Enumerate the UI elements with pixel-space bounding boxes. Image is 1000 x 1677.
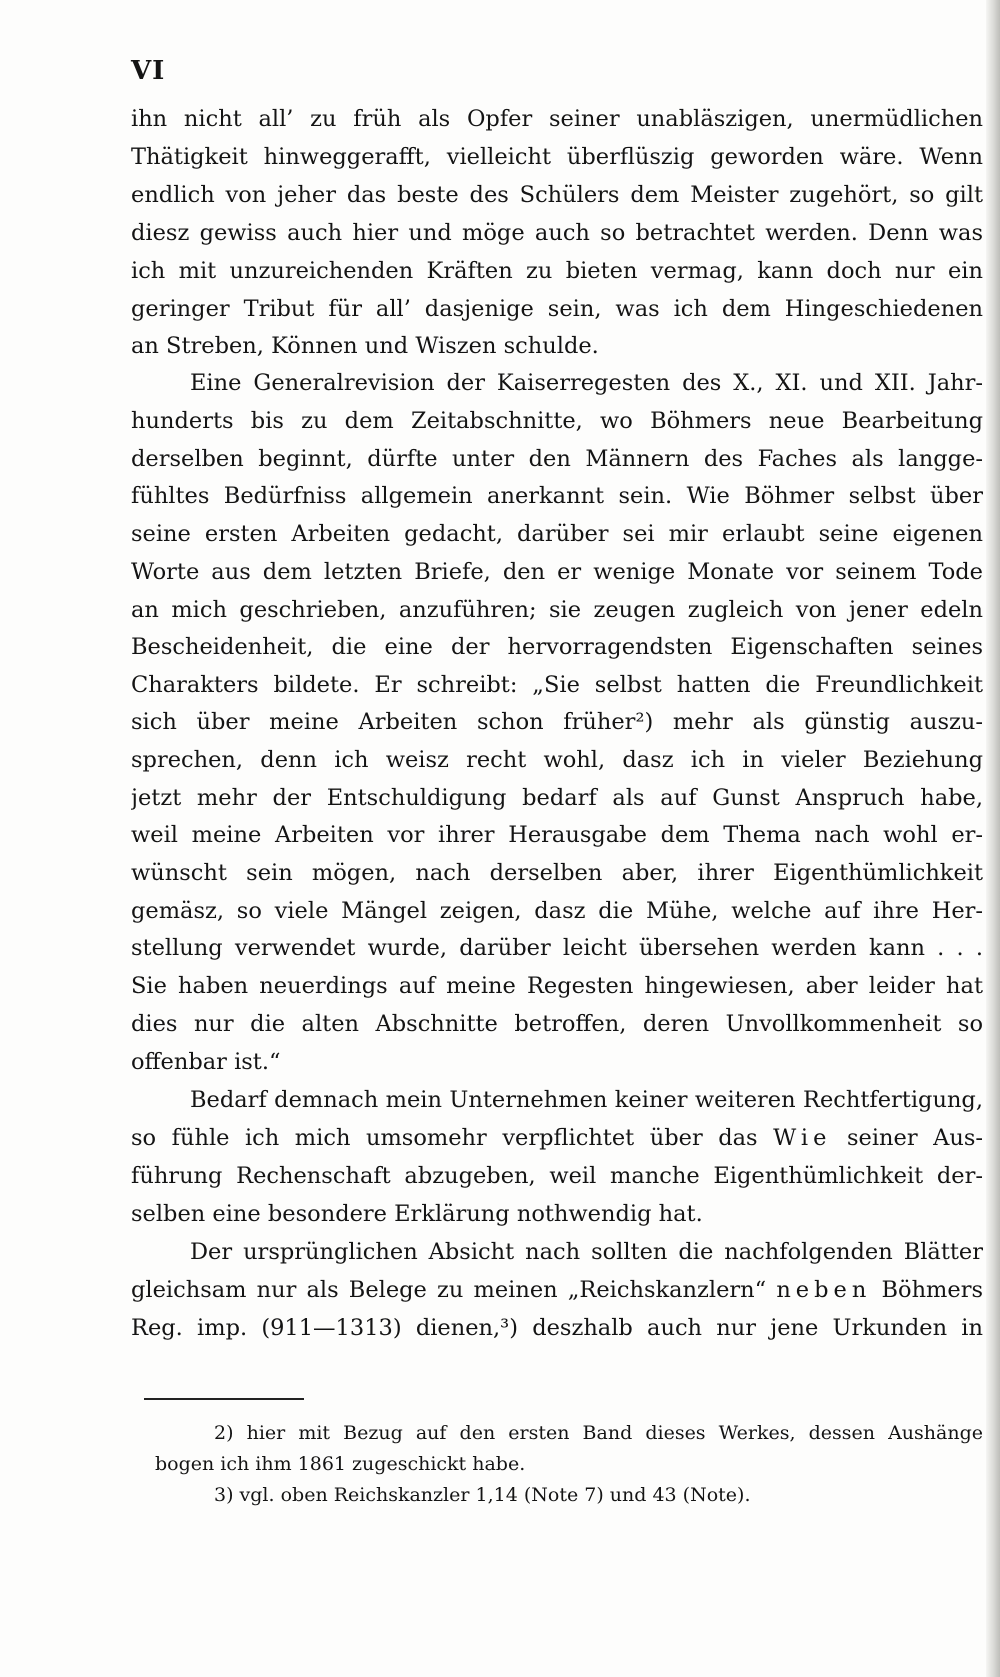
page-number: VI xyxy=(131,56,166,86)
text-line: Charakters bildete. Er schreibt: „Sie selbst hatten die Freundlichkeit xyxy=(131,672,983,698)
text-line: weil meine Arbeiten vor ihrer Herausgabe dem Thema nach wohl er- xyxy=(131,822,983,848)
text-line xyxy=(131,1271,983,1309)
text-line: jetzt mehr der Entschuldigung bedarf als auf Gunst Anspruch habe, xyxy=(131,785,983,811)
text-line: Bescheidenheit, die eine der hervorragendsten Eigenschaften seines xyxy=(131,634,983,660)
footnote-separator xyxy=(144,1398,304,1400)
text-line: hunderts bis zu dem Zeitabschnitte, wo Böhmers neue Bearbeitung xyxy=(131,408,983,434)
text-line: Thätigkeit hinweggerafft, vielleicht überflüszig geworden wäre. Wenn xyxy=(131,144,983,170)
text-line: offenbar ist.“ xyxy=(131,1049,281,1075)
text-line: Sie haben neuerdings auf meine Regesten hingewiesen, aber leider hat xyxy=(131,973,983,999)
page-edge-shadow xyxy=(986,0,1000,1677)
text-line: gemäsz, so viele Mängel zeigen, dasz die Mühe, welche auf ihre Her- xyxy=(131,898,983,924)
text-line: endlich von jeher das beste des Schülers dem Meister zugehört, so gilt xyxy=(131,182,983,208)
text-line: führung Rechenschaft abzugeben, weil manche Eigenthümlichkeit der- xyxy=(131,1163,983,1189)
text-segment: so fühle ich mich umsomehr verpflichtet über das xyxy=(131,1125,758,1151)
text-line: wünscht sein mögen, nach derselben aber, ihrer Eigenthümlichkeit xyxy=(131,860,983,886)
footnote-line: 2) hier mit Bezug auf den ersten Band dieses Werkes, dessen Aushänge xyxy=(214,1422,983,1444)
text-line: Reg. imp. (911—1313) dienen,³) deszhalb auch nur jene Urkunden in xyxy=(131,1315,983,1341)
text-line: ich mit unzureichenden Kräften zu bieten vermag, kann doch nur ein xyxy=(131,258,983,284)
text-segment: seiner Aus- xyxy=(846,1125,983,1151)
emphasis-spaced: neben xyxy=(776,1277,872,1303)
text-line xyxy=(131,1119,983,1157)
text-line: Der ursprünglichen Absicht nach sollten die nachfolgenden Blätter xyxy=(190,1239,983,1265)
text-line: an mich geschrieben, anzuführen; sie zeugen zugleich von jener edeln xyxy=(131,597,983,623)
text-line: diesz gewiss auch hier und möge auch so betrachtet werden. Denn was xyxy=(131,220,983,246)
text-line: geringer Tribut für all’ dasjenige sein, was ich dem Hingeschiedenen xyxy=(131,296,983,322)
text-line: stellung verwendet wurde, darüber leicht übersehen werden kann . . . xyxy=(131,935,983,961)
text-line: Worte aus dem letzten Briefe, den er wenige Monate vor seinem Tode xyxy=(131,559,983,585)
text-line: Bedarf demnach mein Unternehmen keiner weiteren Rechtfertigung, xyxy=(190,1087,983,1113)
text-line: dies nur die alten Abschnitte betroffen, deren Unvollkommenheit so xyxy=(131,1011,983,1037)
text-line: selben eine besondere Erklärung nothwendig hat. xyxy=(131,1201,703,1227)
footnote-line: 3) vgl. oben Reichskanzler 1,14 (Note 7) und 43 (Note). xyxy=(214,1484,751,1506)
text-segment: Böhmers xyxy=(881,1277,983,1303)
text-line: ihn nicht all’ zu früh als Opfer seiner unabläszigen, unermüdlichen xyxy=(131,106,983,132)
text-line: sich über meine Arbeiten schon früher²) mehr als günstig auszu- xyxy=(131,709,983,735)
footnote-line: bogen ich ihm 1861 zugeschickt habe. xyxy=(155,1453,526,1475)
text-line: an Streben, Können und Wiszen schulde. xyxy=(131,333,599,359)
text-segment: gleichsam nur als Belege zu meinen „Reichskanzlern“ xyxy=(131,1277,767,1303)
text-line: sprechen, denn ich weisz recht wohl, dasz ich in vieler Beziehung xyxy=(131,747,983,773)
emphasis-spaced: Wie xyxy=(773,1125,832,1151)
text-line: fühltes Bedürfniss allgemein anerkannt sein. Wie Böhmer selbst über xyxy=(131,483,983,509)
text-line: Eine Generalrevision der Kaiserregesten des X., XI. und XII. Jahr- xyxy=(190,370,983,396)
text-line: seine ersten Arbeiten gedacht, darüber sei mir erlaubt seine eigenen xyxy=(131,521,983,547)
text-line: derselben beginnt, dürfte unter den Männern des Faches als langge- xyxy=(131,446,983,472)
